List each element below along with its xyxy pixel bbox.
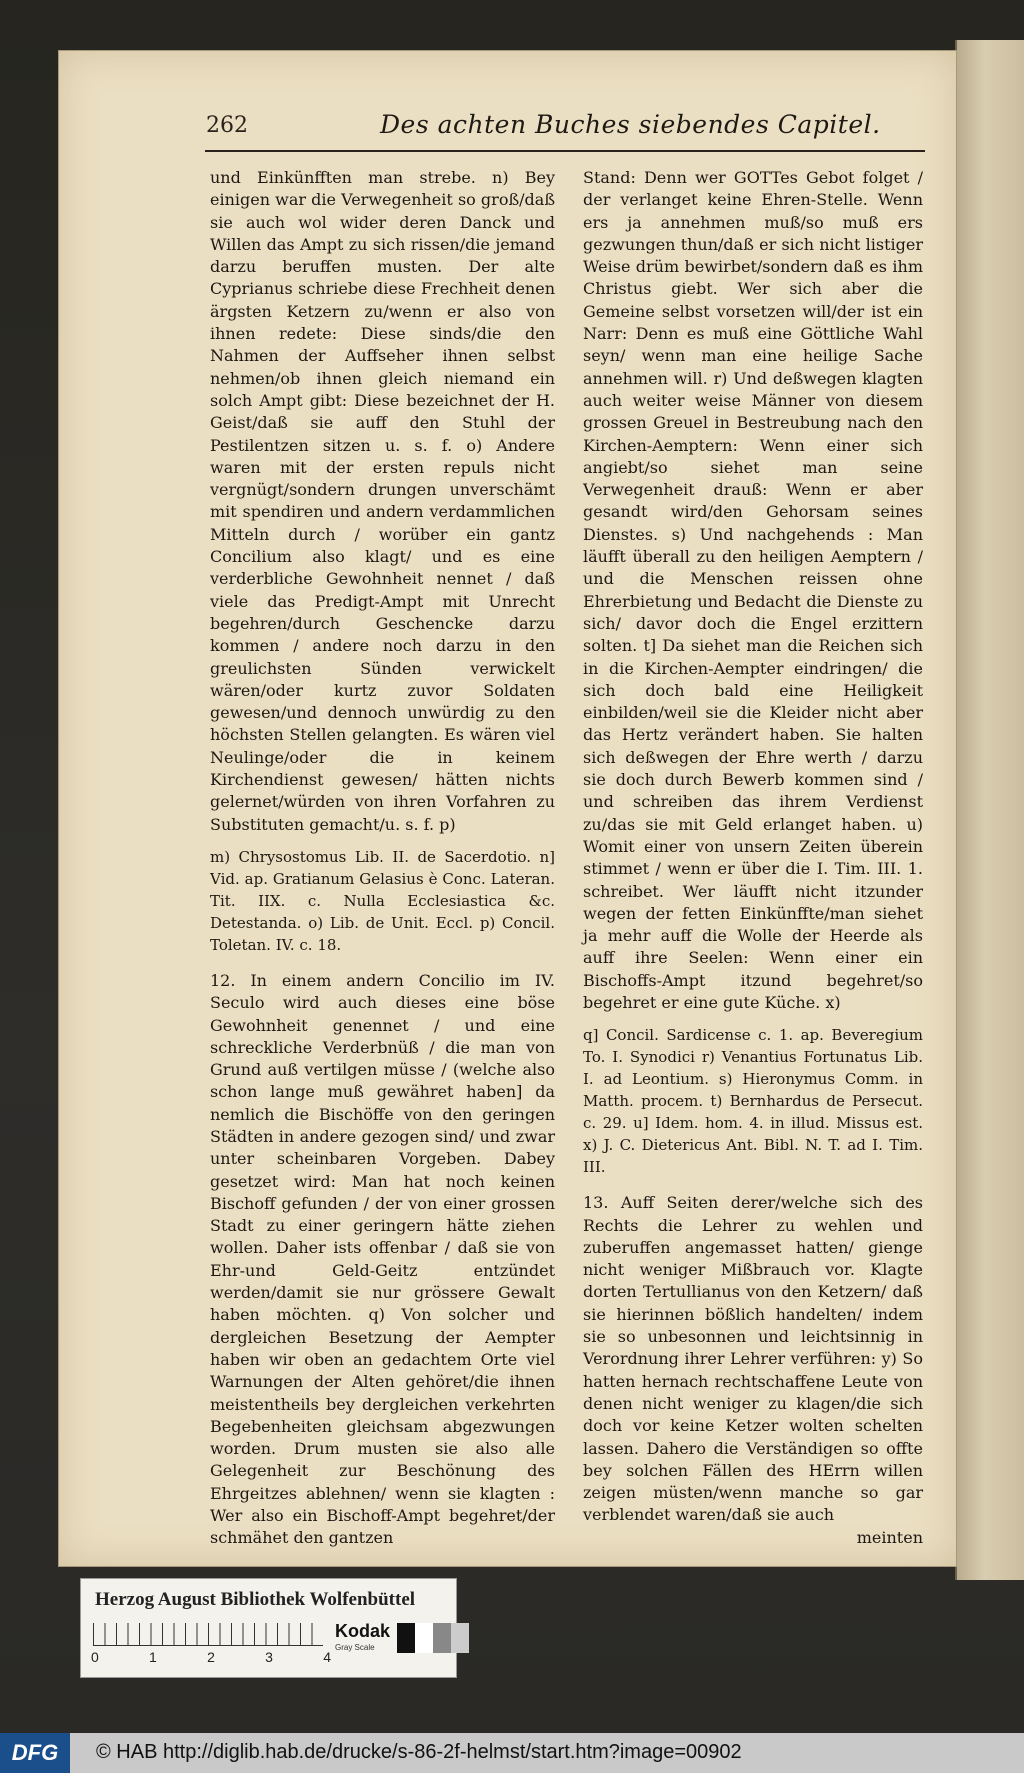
gray-swatch: [451, 1623, 469, 1653]
gray-swatch: [397, 1623, 415, 1653]
library-label: [80, 1578, 457, 1678]
scale-number: 3: [265, 1649, 273, 1665]
dfg-logo: DFG: [0, 1733, 70, 1773]
right-paragraph-1: Stand: Denn wer GOTTes Gebot folget / der verlanget keine Ehren-Stelle. Wenn ers ja annehmen muß/so muß ers gezwungen thun/daß er sich nicht listiger Weise drüm bewirbet/sondern daß es ihm Christus giebt. Wer sich aber die Gemeine selbst vorsetzen will/der ist ein Narr: Denn es muß eine Göttliche Wahl seyn/ wenn man eine heilige Sache annehmen will. r) Und deßwegen klagten auch weiter weise Männer von diesem grossen Greuel in Bestreubung nach den Kirchen-Aemptern: Wenn einer sich angiebt/so siehet man seine Verwegenheit drauß: Wenn er aber gesandt wird/den Gehorsam seines Dienstes. s) Und nachgehends : Man läufft überall zu den heiligen Aemptern / und die Menschen reissen ohne Ehrerbietung und Bedacht die Dienste zu sich/ davor doch die Engel erzittern solten. t] Da siehet man die Reichen sich in die Kirchen-Aempter eindringen/ die sich doch bald eine Heiligkeit einbilden/weil sie die Kleider nicht aber das Hertz verändert haben. Sie halten sich deßwegen der Ehre werth / darzu sie doch durch Bewerb kommen sind / und schreiben das ihrem Verdienst zu/das sie mit Geld erlanget haben. u) Womit einer von unsern Zeiten überein stimmet / wenn er über die I. Tim. III. 1. schreibet. Wer läufft nicht itzunder wegen der fetten Einkünffte/man siehet ja mehr auff die Wolle der Heerde als auff ihre Seelen: Wenn einer ein Bischoffs-Ampt itzund begehret/so begehret er eine gute Küche. x): [583, 168, 923, 1012]
left-footnotes: m) Chrysostomus Lib. II. de Sacerdotio. n] Vid. ap. Gratianum Gelasius è Conc. Lateran. Tit. IIX. c. Nulla Ecclesiastica &c. Detestanda. o) Lib. de Unit. Eccl. p) Concil. Toletan. IV. c. 18.: [210, 847, 555, 954]
right-paragraph-2: 13. Auff Seiten derer/welche sich des Rechts die Lehrer zu wehlen und zuberuffen angemasset hatten/ gienge nicht weniger Mißbrauch vor. Klagte dorten Tertullianus von den Ketzern/ daß sie hierinnen bößlich handelten/ indem sie so unbesonnen und leichtsinnig in Verordnung ihrer Lehrer verführen: y) So hatten hernach rechtschaffene Leute von denen nicht weniger zu klagen/die sich doch vor keine Ketzer wolten schelten lassen. Dahero die Verständigen so offte bey solchen Fällen des HErrn willen zeigen müsten/wenn manche so gar verblendet waren/daß sie auch: [583, 1193, 923, 1525]
scale-number: 0: [91, 1649, 99, 1665]
facing-page-edge: [955, 40, 1024, 1580]
left-paragraph-1: und Einkünfften man strebe. n) Bey einigen war die Verwegenheit so groß/daß sie auch wol wider deren Danck und Willen das Ampt zu sich rissen/die jemand darzu beruffen musten. Der alte Cyprianus schriebe diese Frechheit denen ärgsten Ketzern zu/wenn er also von ihnen redete: Diese sinds/die den Nahmen der Auffseher ihnen selbst nehmen/ob ihnen gleich niemand ein solch Ampt gibt: Diese bezeichnet der H. Geist/daß sie auff den Stuhl der Pestilentzen sitzen u. s. f. o) Andere waren mit der ersten repuls nicht vergnügt/sondern drungen unverschämt mit spendiren und andern verdammlichen Mitteln durch / worüber ein gantz Concilium also klagt/ und es eine verderbliche Gewohnheit nennet / daß viele das Predigt-Ampt mit Unrecht begehren/durch Geschencke darzu kommen / andere noch darzu in den greulichsten Sünden verwickelt wären/oder kurtz zuvor Soldaten gewesen/und dennoch unwürdig zu den höchsten Stellen gelangten. Es wären viel Neulinge/oder die in keinem Kirchendienst gewesen/ hätten nichts gelernet/würden von ihren Vorfahren zu Substituten gemacht/u. s. f. p): [210, 168, 555, 834]
footer-bar: [0, 1733, 1024, 1773]
kodak-logo: Kodak: [335, 1621, 391, 1641]
catchword: meinten: [856, 1527, 923, 1547]
gray-swatch: [433, 1623, 451, 1653]
scale-number: 1: [149, 1649, 157, 1665]
library-name: Herzog August Bibliothek Wolfenbüttel: [95, 1589, 416, 1610]
scale-ruler: [93, 1623, 323, 1646]
left-column: [210, 167, 555, 1550]
scale-number: 4: [323, 1649, 331, 1665]
left-paragraph-2: 12. In einem andern Concilio im IV. Seculo wird auch dieses eine böse Gewohnheit genennet / und eine schreckliche Verderbnüß / die man von Grund auß vertilgen müsse / (welche also schon lange muß gewähret haben] da nemlich die Bischöffe von den geringen Städten in andere gezogen sind/ und zwar unter scheinbaren Vorgeben. Dabey gesetzet wird: Man hat noch keinen Bischoff gefunden / der von einer grossen Stadt zu einer geringern hätte ziehen wollen. Daher ists offenbar / daß sie von Ehr-und Geld-Geitz entzündet werden/damit sie nur grössere Gewalt haben möchten. q) Von solcher und dergleichen Besetzung der Aempter haben wir oben an gedachtem Orte viel Warnungen der Alten gehöret/die ihnen meistentheils bey dergleichen verkehrten Begebenheiten gleichsam abgezwungen worden. Drum musten sie also alle Gelegenheit zur Beschönung des Ehrgeitzes ablehnen/ wenn sie klagten : Wer also ein Bischoff-Ampt begehret/der schmähet den gantzen: [210, 970, 555, 1548]
gray-swatch: [415, 1623, 433, 1653]
source-link[interactable]: © HAB http://diglib.hab.de/drucke/s-86-2f-helmst/start.htm?image=00902: [96, 1741, 742, 1763]
header-rule: [205, 150, 925, 152]
gray-scale-caption: Gray Scale: [335, 1643, 375, 1652]
right-column: [583, 167, 923, 1549]
gray-swatches: [397, 1623, 469, 1653]
running-head: Des achten Buches siebendes Capitel.: [380, 110, 881, 139]
page-number: 262: [206, 113, 248, 138]
scale-number: 2: [207, 1649, 215, 1665]
scale-numbers: [91, 1649, 331, 1665]
right-footnotes: q] Concil. Sardicense c. 1. ap. Beveregium To. I. Synodici r) Venantius Fortunatus Lib. I. ad Leontium. s) Hieronymus Comm. in Matth. procem. t) Bernhardus de Persecut. c. 29. u] Idem. hom. 4. in illud. Missus est. x) J. C. Dietericus Ant. Bibl. N. T. ad I. Tim. III.: [583, 1026, 923, 1177]
